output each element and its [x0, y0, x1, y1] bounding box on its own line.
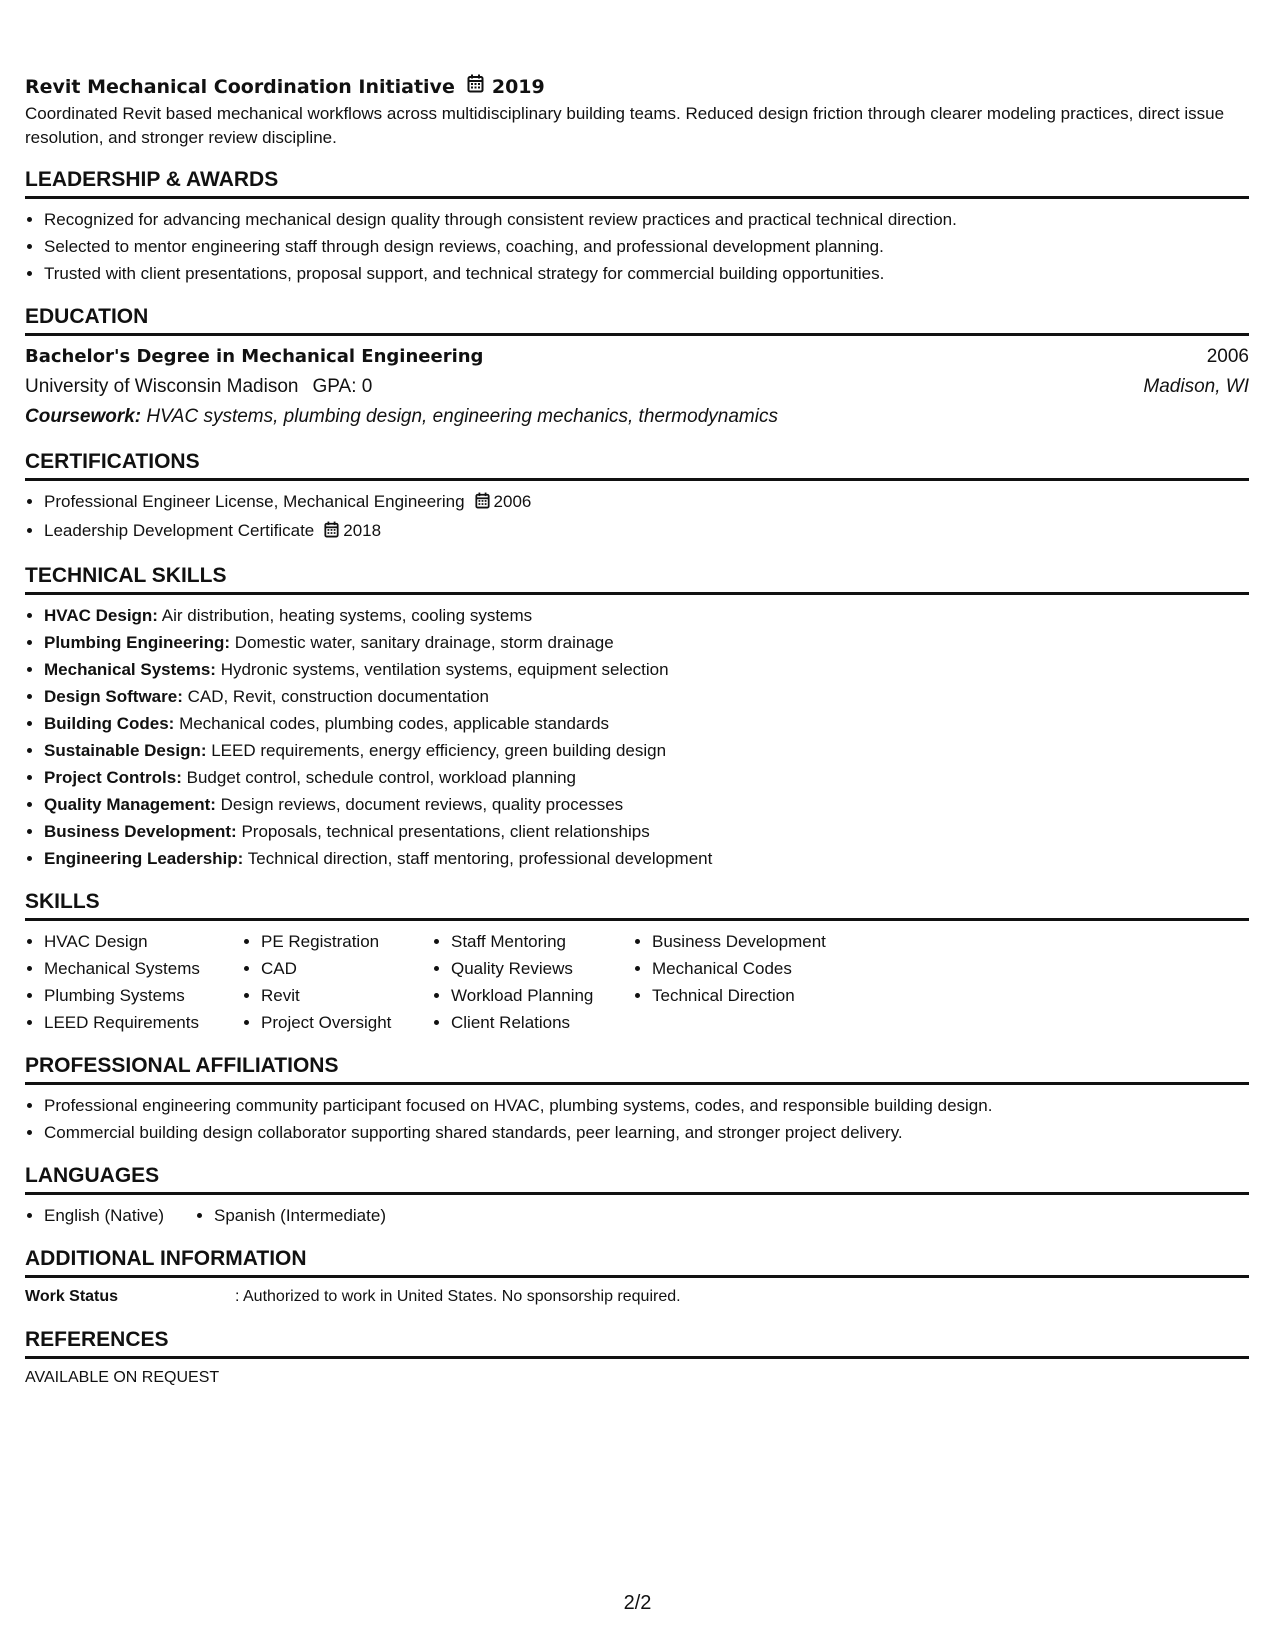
- list-item: • Workload Planning: [451, 982, 633, 1009]
- list-item: • Plumbing Systems: [44, 982, 242, 1009]
- list-item: • LEED Requirements: [44, 1009, 242, 1036]
- skills-column: [25, 928, 242, 1036]
- list-item: • Project Oversight: [261, 1009, 432, 1036]
- list-item: • Trusted with client presentations, proposal support, and technical strategy for commercial building opportunities.: [44, 260, 1249, 287]
- list-item: • PE Registration: [261, 928, 432, 955]
- list-item: [44, 845, 1249, 872]
- list-item: [44, 764, 1249, 791]
- list-item: [44, 791, 1249, 818]
- skill-label: HVAC Design:: [44, 606, 158, 625]
- leadership-list: [25, 206, 1249, 287]
- skill-label: Building Codes:: [44, 714, 175, 733]
- additional-info-section: [25, 1245, 1249, 1310]
- education-degree: Bachelor's Degree in Mechanical Engineering: [25, 346, 484, 367]
- page-number: 2/2: [623, 1592, 652, 1614]
- education-section: [25, 303, 1249, 432]
- certification-year: 2006: [493, 492, 532, 511]
- skill-label: Design Software:: [44, 687, 183, 706]
- skills-column: [242, 928, 432, 1036]
- list-item: [44, 710, 1249, 737]
- coursework-label: Coursework:: [25, 406, 142, 427]
- technical-skills-list: [25, 602, 1249, 872]
- education-school: University of Wisconsin Madison: [25, 376, 299, 397]
- list-item: [44, 629, 1249, 656]
- calendar-icon: [475, 490, 490, 517]
- skills-section: [25, 888, 1249, 1036]
- education-year: 2006: [1206, 346, 1249, 367]
- list-item: • Commercial building design collaborator supporting shared standards, peer learning, and stronger project delivery.: [44, 1119, 1249, 1146]
- list-item: [44, 737, 1249, 764]
- project-header: [25, 74, 1249, 100]
- skill-text: Design reviews, document reviews, quality processes: [220, 795, 624, 814]
- list-item: • Mechanical Codes: [652, 955, 952, 982]
- skill-text: Mechanical codes, plumbing codes, applicable standards: [179, 714, 610, 733]
- project-entry: [25, 74, 1249, 150]
- affiliations-list: [25, 1092, 1249, 1146]
- section-title: TECHNICAL SKILLS: [25, 562, 1249, 595]
- education-school-line: [25, 372, 372, 402]
- skill-text: Hydronic systems, ventilation systems, equipment selection: [220, 660, 669, 679]
- section-title: CERTIFICATIONS: [25, 448, 1249, 481]
- work-status-row: [25, 1284, 1249, 1310]
- skill-text: Domestic water, sanitary drainage, storm drainage: [234, 633, 614, 652]
- list-item: • Selected to mentor engineering staff through design reviews, coaching, and professional development planning.: [44, 233, 1249, 260]
- section-title: SKILLS: [25, 888, 1249, 921]
- list-item: • Spanish (Intermediate): [214, 1202, 386, 1229]
- list-item: • HVAC Design: [44, 928, 242, 955]
- project-description: Coordinated Revit based mechanical workflows across multidisciplinary building teams. Reduced design friction through clearer modeling practices, direct issue resolution, and stronger review discipline.: [25, 104, 1225, 147]
- skill-label: Quality Management:: [44, 795, 216, 814]
- skill-label: Engineering Leadership:: [44, 849, 244, 868]
- certifications-section: [25, 448, 1249, 546]
- list-item: [44, 488, 1249, 517]
- list-item: [44, 602, 1249, 629]
- calendar-icon: [324, 519, 339, 546]
- list-item: • Mechanical Systems: [44, 955, 242, 982]
- skill-label: Plumbing Engineering:: [44, 633, 231, 652]
- list-item: • Recognized for advancing mechanical design quality through consistent review practices and practical technical direction.: [44, 206, 1249, 233]
- references-text: AVAILABLE ON REQUEST: [25, 1369, 220, 1386]
- education-location: Madison, WI: [1143, 376, 1249, 397]
- list-item: [44, 656, 1249, 683]
- project-year: 2019: [491, 76, 545, 98]
- skill-text: Technical direction, staff mentoring, professional development: [247, 849, 713, 868]
- work-status-label: Work Status: [25, 1288, 119, 1305]
- languages-section: [25, 1162, 1249, 1229]
- section-title: ADDITIONAL INFORMATION: [25, 1245, 1249, 1278]
- list-item: • Revit: [261, 982, 432, 1009]
- list-item: [44, 683, 1249, 710]
- skill-text: CAD, Revit, construction documentation: [187, 687, 490, 706]
- certification-name: Leadership Development Certificate: [44, 521, 315, 540]
- languages-list: [25, 1202, 1249, 1229]
- section-title: LEADERSHIP & AWARDS: [25, 166, 1249, 199]
- list-item: • Client Relations: [451, 1009, 633, 1036]
- certification-year: 2018: [343, 521, 382, 540]
- calendar-icon: [467, 74, 484, 100]
- skill-label: Mechanical Systems:: [44, 660, 216, 679]
- skills-column: [432, 928, 633, 1036]
- skill-label: Business Development:: [44, 822, 237, 841]
- skill-label: Project Controls:: [44, 768, 182, 787]
- certifications-list: [25, 488, 1249, 546]
- skill-label: Sustainable Design:: [44, 741, 207, 760]
- education-coursework: [25, 402, 1249, 432]
- list-item: • English (Native): [44, 1202, 195, 1229]
- skills-columns: [25, 928, 1249, 1036]
- coursework-text: HVAC systems, plumbing design, engineering mechanics, thermodynamics: [146, 406, 778, 427]
- work-status-value: : Authorized to work in United States. No sponsorship required.: [235, 1288, 681, 1305]
- section-title: LANGUAGES: [25, 1162, 1249, 1195]
- skills-column: [633, 928, 952, 1036]
- section-title: EDUCATION: [25, 303, 1249, 336]
- leadership-section: [25, 166, 1249, 287]
- list-item: • Quality Reviews: [451, 955, 633, 982]
- list-item: • Professional engineering community participant focused on HVAC, plumbing systems, codes, and responsible building design.: [44, 1092, 1249, 1119]
- list-item: • Staff Mentoring: [451, 928, 633, 955]
- references-section: [25, 1326, 1249, 1391]
- section-title: REFERENCES: [25, 1326, 1249, 1359]
- list-item: [44, 818, 1249, 845]
- certification-name: Professional Engineer License, Mechanical Engineering: [44, 492, 465, 511]
- project-title: Revit Mechanical Coordination Initiative: [25, 76, 455, 98]
- list-item: • Technical Direction: [652, 982, 952, 1009]
- list-item: • Business Development: [652, 928, 952, 955]
- list-item: • CAD: [261, 955, 432, 982]
- affiliations-section: [25, 1052, 1249, 1146]
- list-item: [44, 517, 1249, 546]
- skill-text: Air distribution, heating systems, cooling systems: [161, 606, 533, 625]
- skill-text: LEED requirements, energy efficiency, green building design: [211, 741, 667, 760]
- education-gpa: GPA: 0: [312, 376, 373, 397]
- technical-skills-section: [25, 562, 1249, 872]
- resume-content: [25, 74, 1249, 1391]
- section-title: PROFESSIONAL AFFILIATIONS: [25, 1052, 1249, 1085]
- skill-text: Budget control, schedule control, workload planning: [186, 768, 576, 787]
- skill-text: Proposals, technical presentations, client relationships: [241, 822, 650, 841]
